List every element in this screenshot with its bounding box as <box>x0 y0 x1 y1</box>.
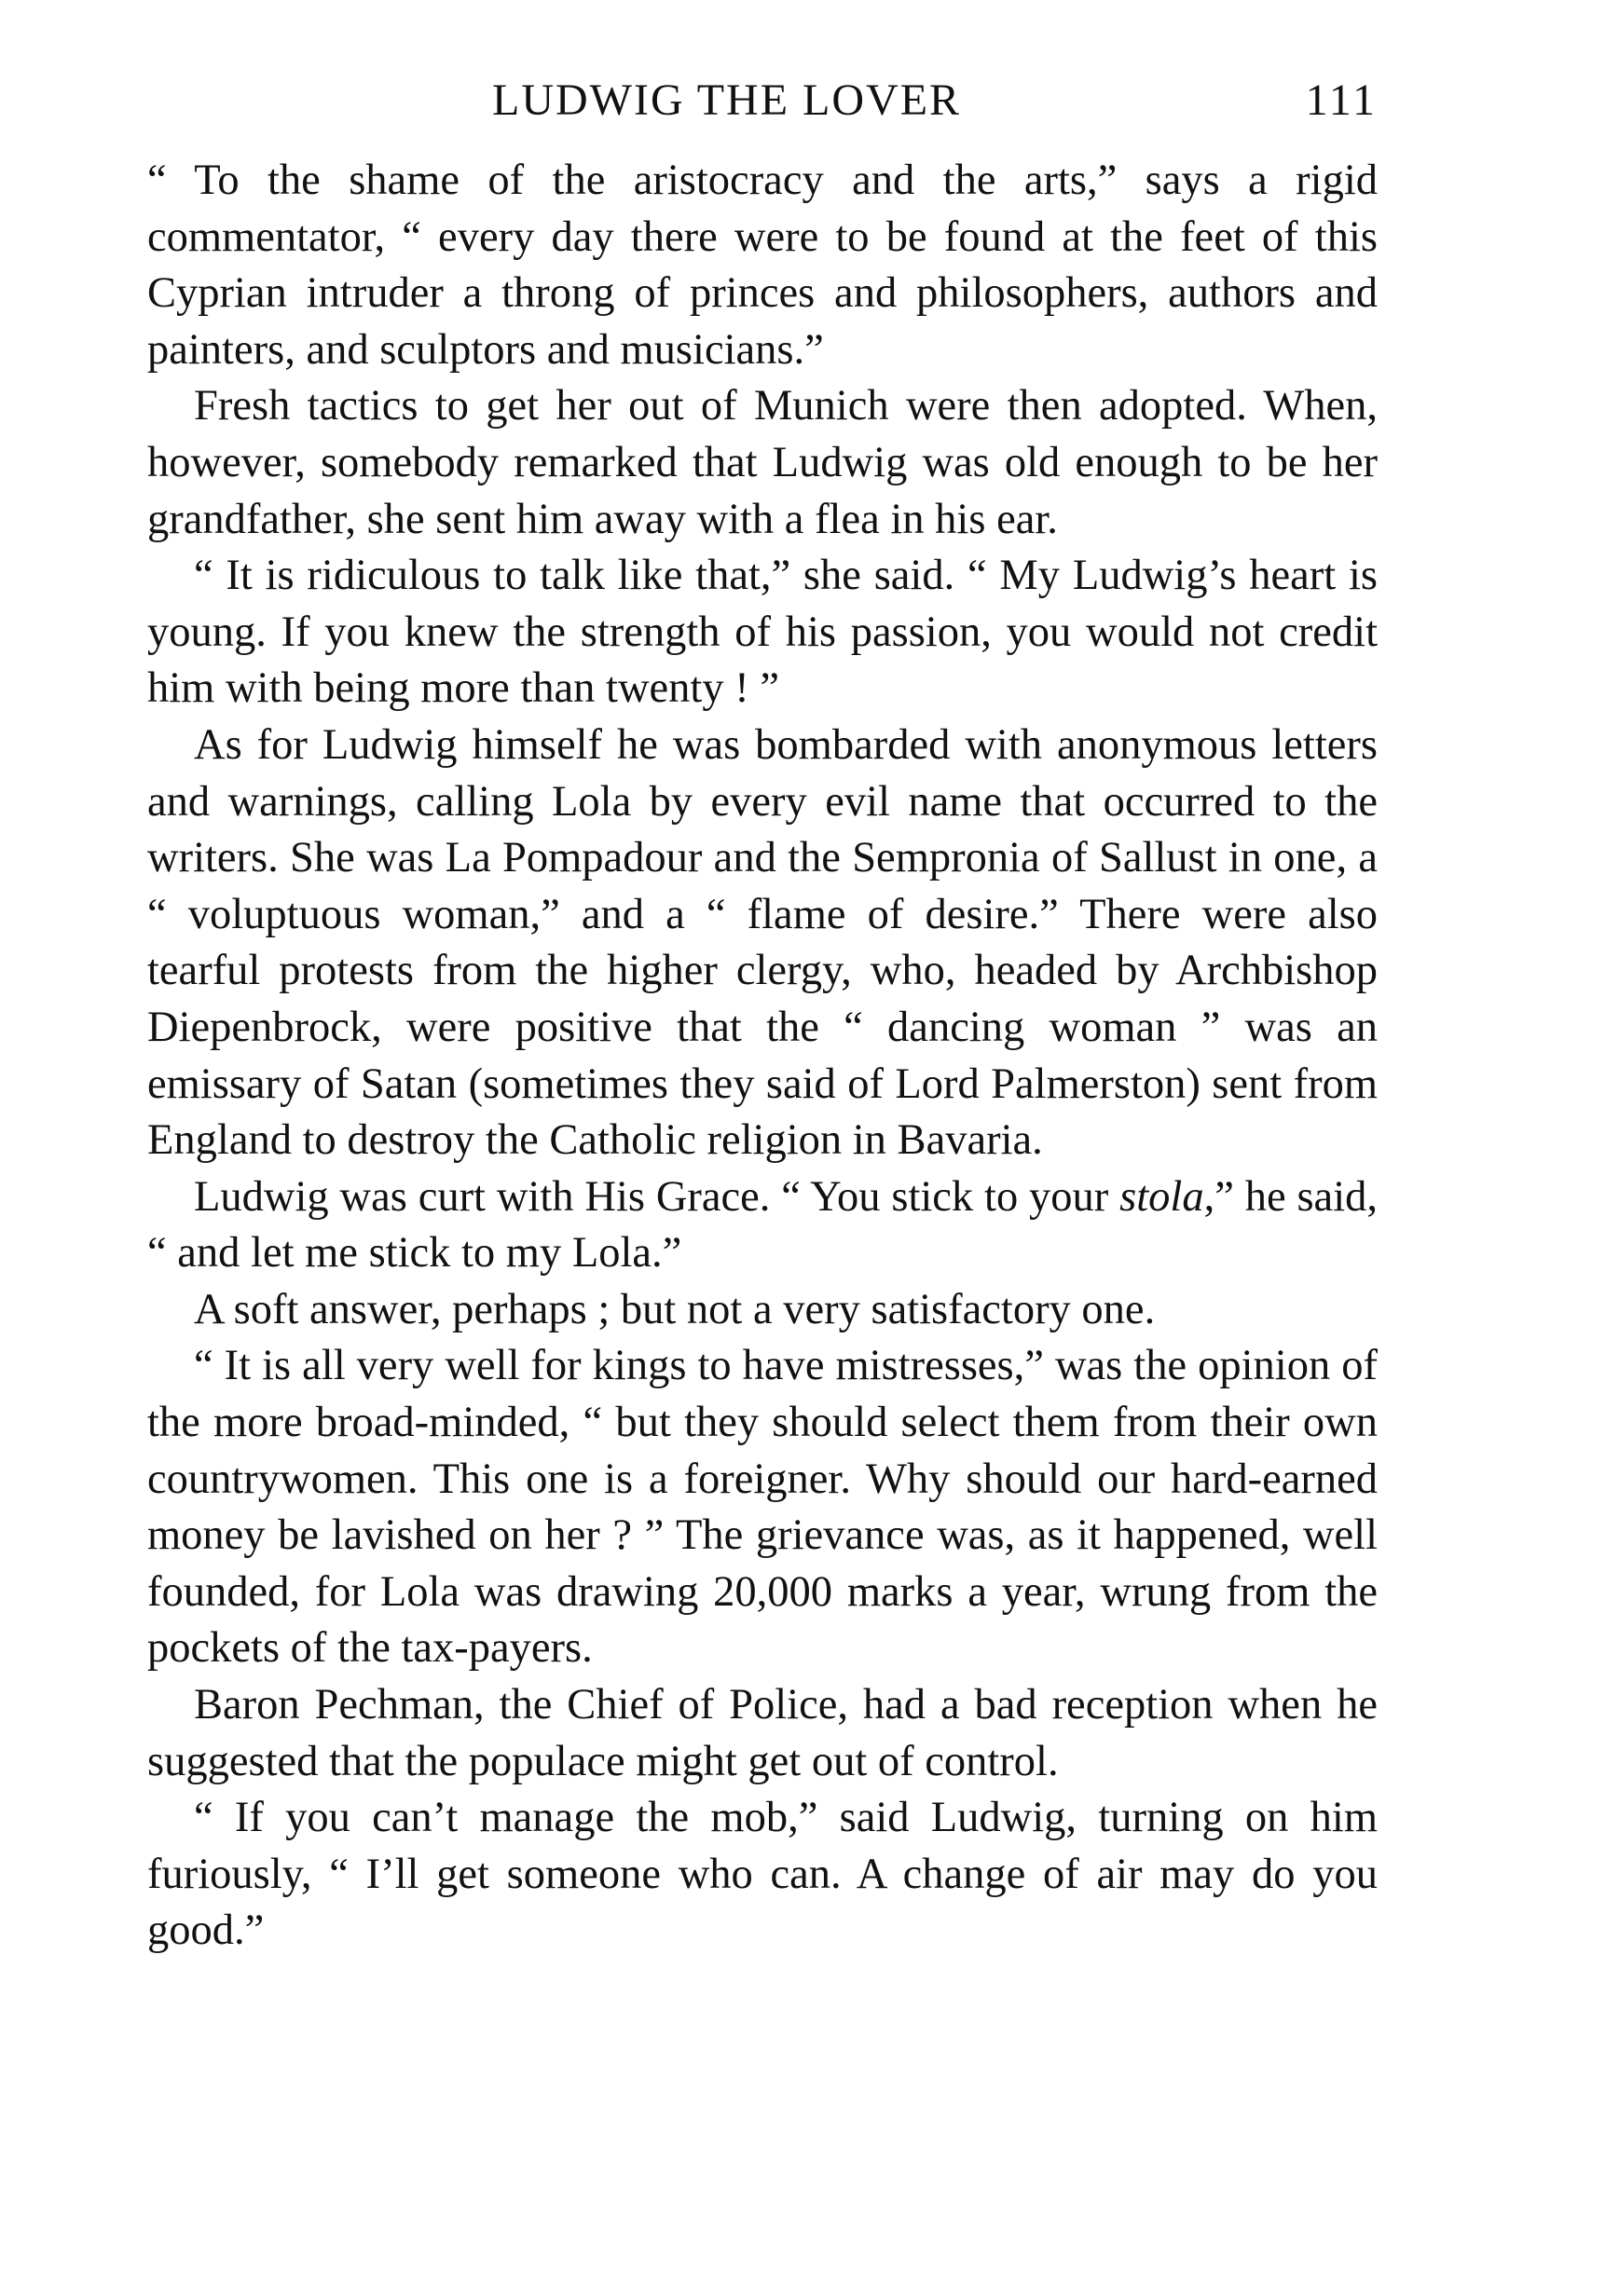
paragraph: Baron Pechman, the Chief of Police, had a bad reception when he suggested that the populace might get out of control. <box>147 1681 1378 1785</box>
paragraph-text: Ludwig was curt with His Grace. “ You stick to your <box>194 1172 1120 1221</box>
paragraph: “ If you can’t manage the mob,” said Ludwig, turning on him furiously, “ I’ll get someone who can. A change of air may do you good.” <box>147 1794 1378 1955</box>
paragraph: As for Ludwig himself he was bombarded with anonymous letters and warnings, calling Lola by every evil name that occurred to the writers. She was La Pompadour and the Sempronia of Sallust in one, a “ voluptuous woman,” and a “ flame of desire.” There were also tearful protests from the higher clergy, who, headed by Archbishop Diepenbrock, were positive that the “ dancing woman ” was an emissary of Satan (sometimes they said of Lord Palmerston) sent from England to destroy the Catholic religion in Bavaria. <box>147 720 1378 1165</box>
paragraph: A soft answer, perhaps ; but not a very satisfactory one. <box>194 1285 1156 1333</box>
italic-word: stola <box>1119 1172 1204 1221</box>
book-page <box>147 65 1378 2236</box>
paragraph <box>147 1169 1378 1282</box>
paragraph-text: ,” he said, “ and let me stick to my Lola.” <box>147 1172 1378 1278</box>
paragraph: “ To the shame of the aristocracy and the arts,” says a rigid commentator, “ every day there were to be found at the feet of this Cyprian intruder a throng of princes and philosophers, authors and painters, and sculptors and musicians.” <box>147 157 1378 374</box>
running-head <box>147 65 1378 140</box>
running-title: LUDWIG THE LOVER <box>492 75 962 125</box>
body-text <box>147 153 1378 1960</box>
paragraph: “ It is all very well for kings to have mistresses,” was the opinion of the more broad-minded, “ but they should select them from their own countrywomen. This one is a foreigner. Why should our hard-earned money be lavished on her ? ” The grievance was, as it happened, well founded, for Lola was drawing 20,000 marks a year, wrung from the pockets of the tax-payers. <box>147 1342 1378 1673</box>
paragraph: Fresh tactics to get her out of Munich were then adopted. When, however, somebody remarked that Ludwig was old enough to be her grandfather, she sent him away with a flea in his ear. <box>147 382 1378 543</box>
paragraph: “ It is ridiculous to talk like that,” she said. “ My Ludwig’s heart is young. If you knew the strength of his passion, you would not credit him with being more than twenty ! ” <box>147 552 1378 713</box>
page-number: 111 <box>1305 75 1378 125</box>
